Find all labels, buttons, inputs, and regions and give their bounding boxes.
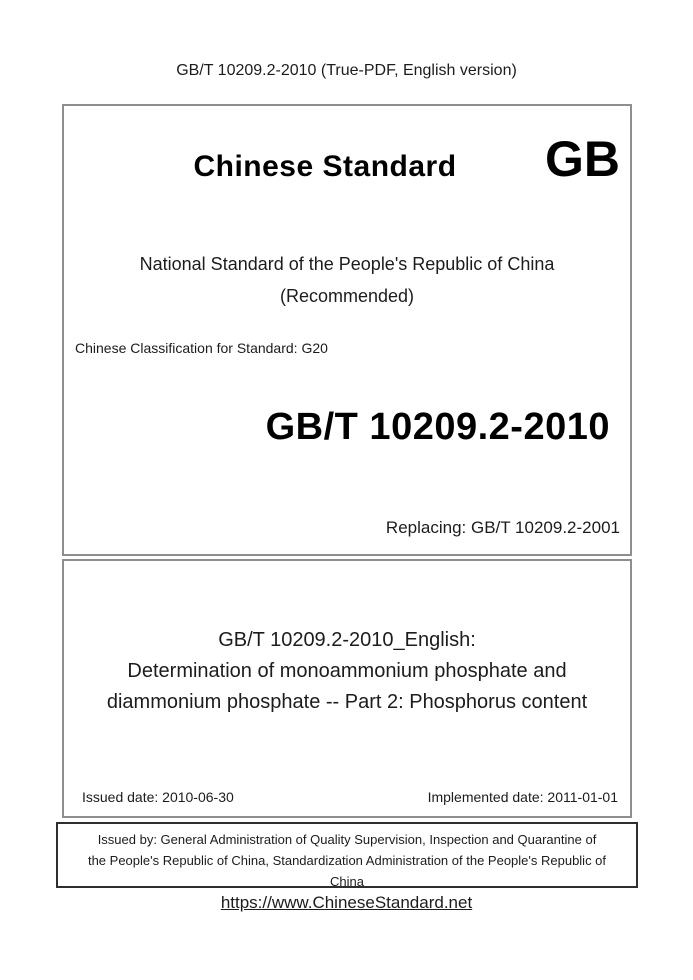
replacing-note: Replacing: GB/T 10209.2-2001 [385, 518, 620, 537]
issuer-line2: the People's Republic of China, Standardization Administration of the People's Republic of [87, 853, 607, 868]
website-link[interactable]: https://www.ChineseStandard.net [220, 893, 473, 912]
subject-title-line3: diammonium phosphate -- Part 2: Phosphorus content [106, 691, 588, 713]
recommended-line: (Recommended) [279, 286, 415, 306]
page-footer [0, 893, 693, 913]
implemented-date: Implemented date: 2011-01-01 [427, 789, 618, 805]
issuer-line1: Issued by: General Administration of Quality Supervision, Inspection and Quarantine of [97, 832, 597, 847]
gb-logo: GB [545, 131, 620, 187]
subject-title-line1: GB/T 10209.2-2010_English: [218, 629, 476, 651]
dates-row [82, 789, 618, 805]
national-standard-lines [64, 248, 630, 312]
issued-date: Issued date: 2010-06-30 [82, 789, 234, 805]
brand-title: Chinese Standard [193, 150, 457, 183]
page-header-title: GB/T 10209.2-2010 (True-PDF, English version) [176, 62, 517, 79]
standard-code: GB/T 10209.2-2010 [265, 406, 610, 448]
national-standard-line: National Standard of the People's Republic of China [139, 254, 555, 274]
classification-label: Chinese Classification for Standard: G20 [75, 340, 328, 356]
issuer-line3: China [330, 874, 364, 889]
subject-title-line2: Determination of monoammonium phosphate and [127, 660, 567, 682]
standard-subject-title [64, 625, 630, 718]
issuer-box [56, 822, 638, 888]
standard-title-box [62, 104, 632, 556]
standard-subject-box [62, 559, 632, 818]
